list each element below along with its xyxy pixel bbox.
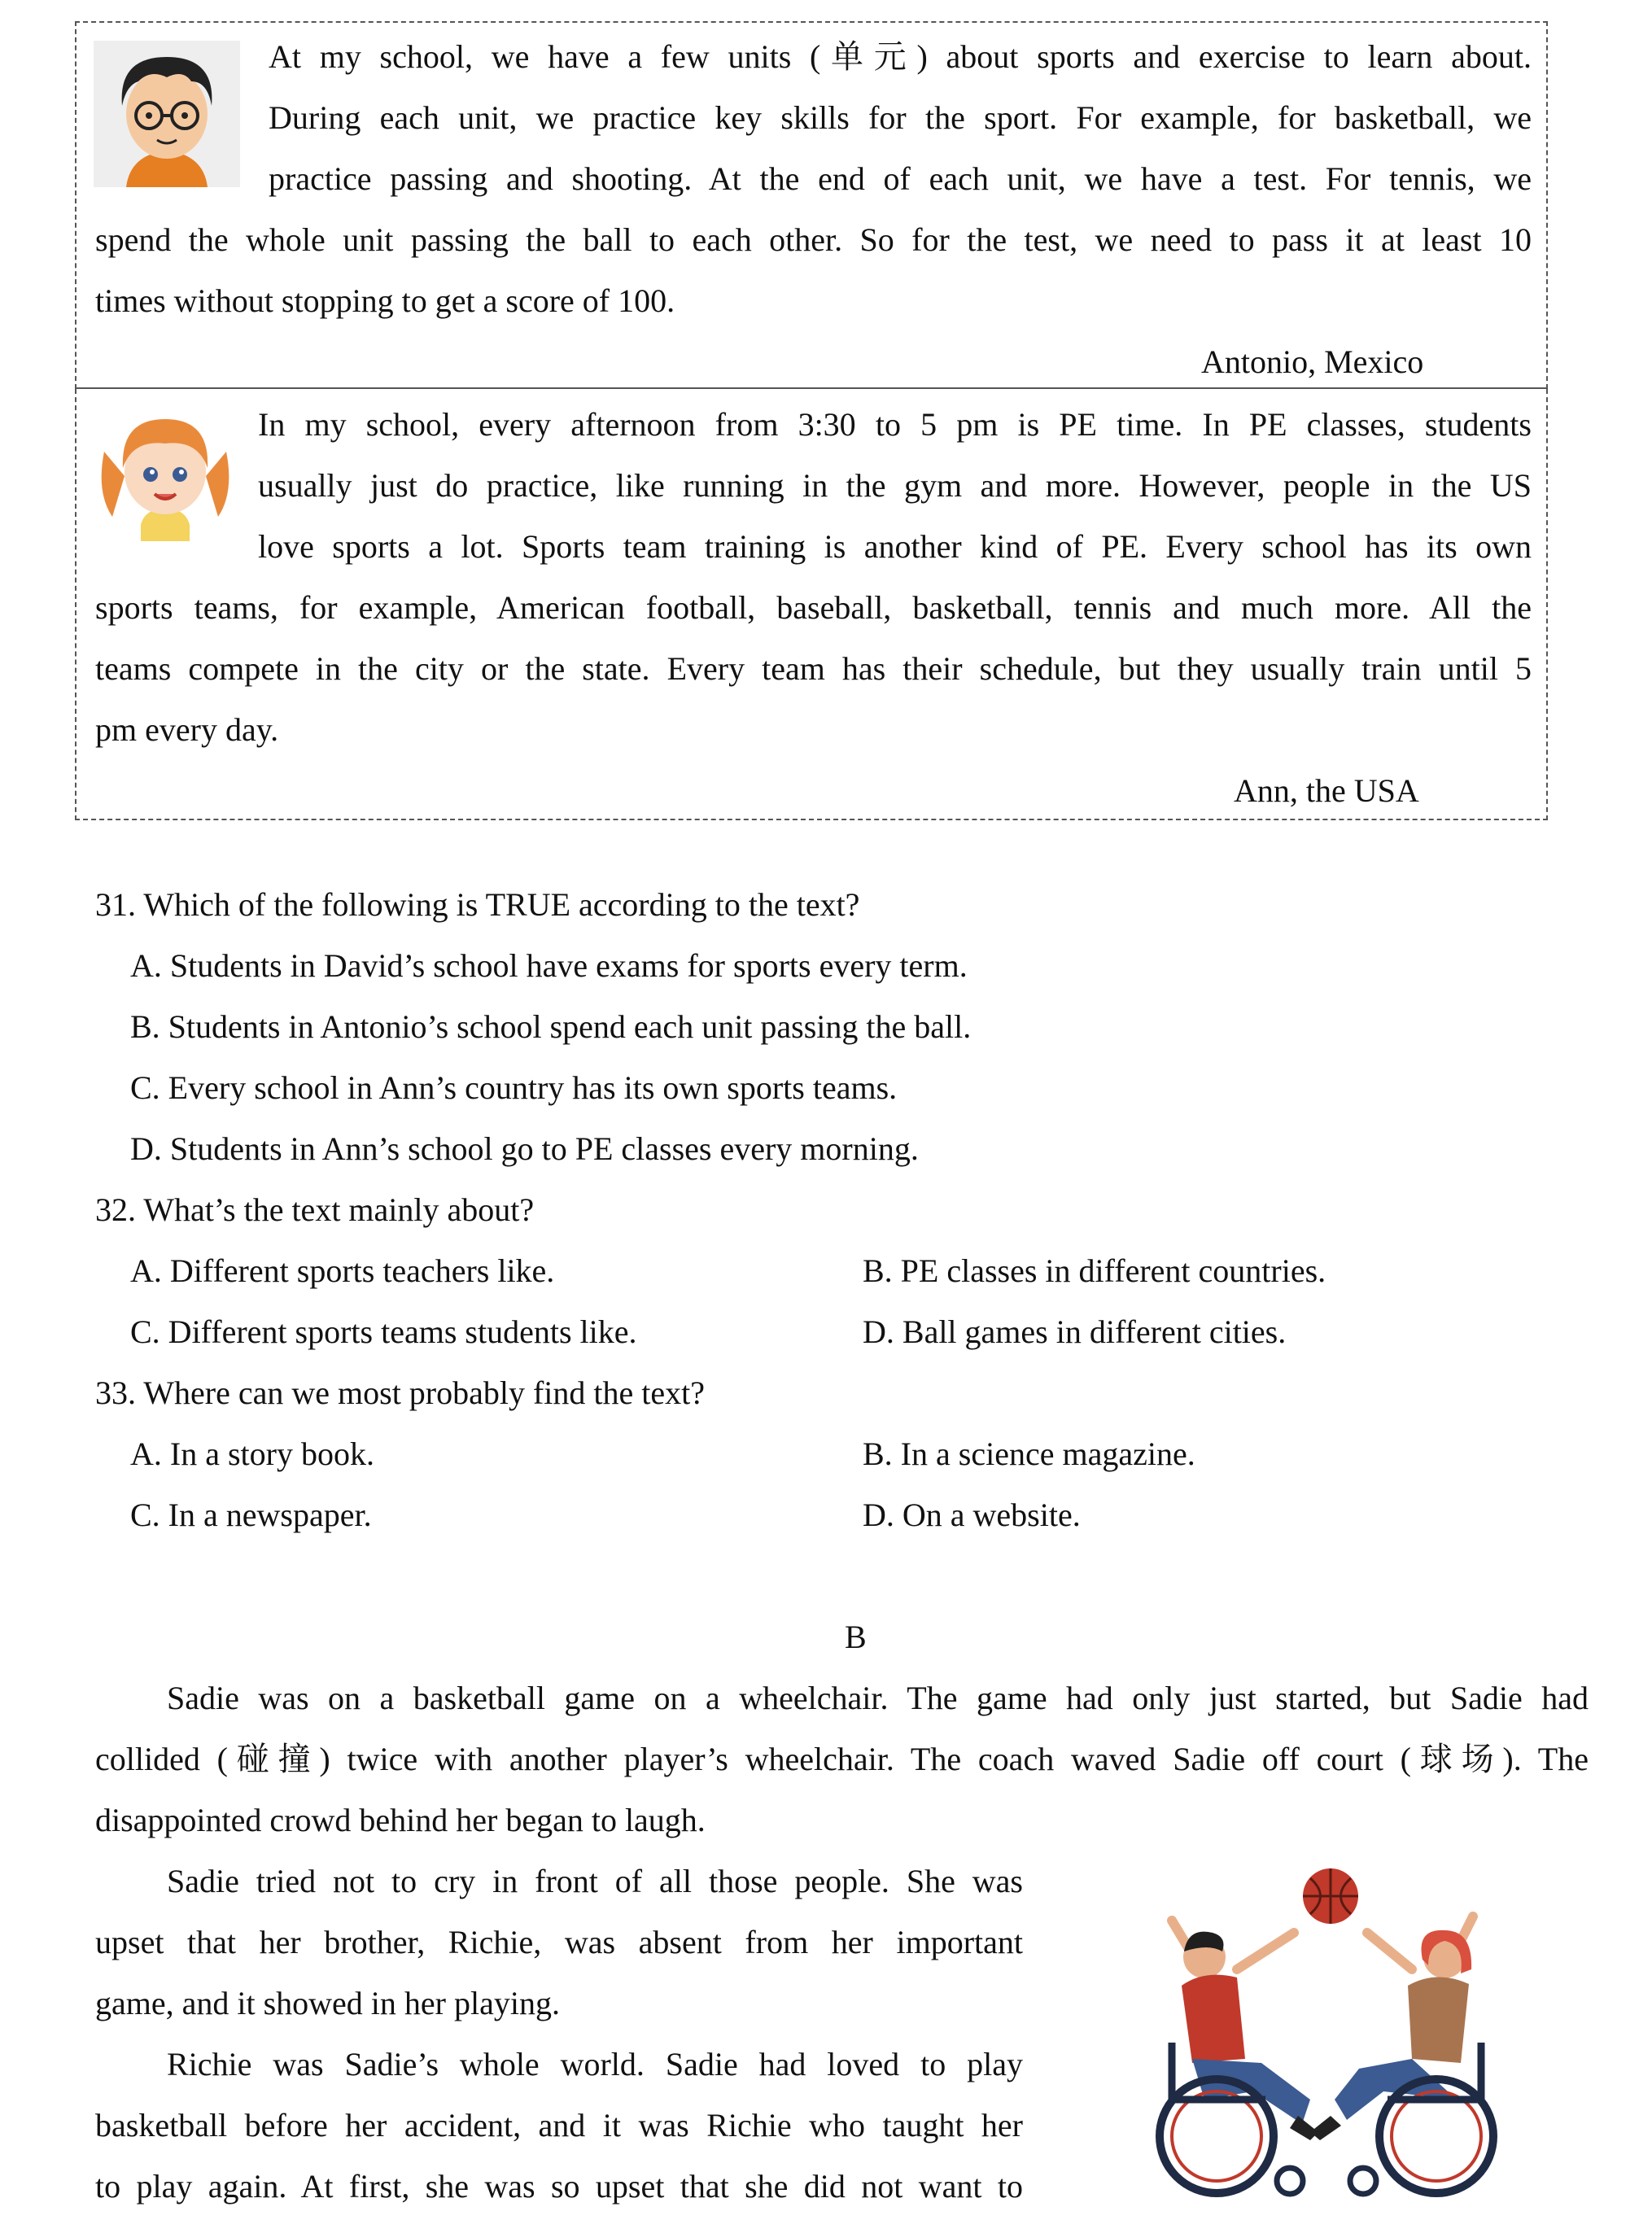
- passage-line: upset that her brother, Richie, was absent from her important: [95, 1924, 1023, 1960]
- option-c[interactable]: C. In a newspaper.: [130, 1497, 372, 1533]
- option-b[interactable]: B. PE classes in different countries.: [863, 1252, 1326, 1289]
- boy-avatar-icon: [94, 41, 240, 187]
- passage-line: to play again. At first, she was so upset that she did not want to: [95, 2168, 1023, 2205]
- letter-line: love sports a lot. Sports team training is another kind of PE. Every school has its own: [258, 528, 1532, 565]
- option-d[interactable]: D. On a website.: [863, 1497, 1081, 1533]
- option-b[interactable]: B. In a science magazine.: [863, 1436, 1195, 1472]
- passage-line: collided (碰撞) twice with another player’s wheelchair. The coach waved Sadie off court (球场). The: [95, 1741, 1589, 1777]
- girl-avatar-icon: [96, 403, 234, 541]
- letter-line: usually just do practice, like running in the gym and more. However, people in the US: [258, 467, 1532, 504]
- boy-player-icon: [1160, 1921, 1318, 2194]
- option-c[interactable]: C. Different sports teams students like.: [130, 1313, 637, 1350]
- passage-line: Sadie tried not to cry in front of all those people. She was: [167, 1863, 1023, 1899]
- letter-line: In my school, every afternoon from 3:30 to 5 pm is PE time. In PE classes, students: [258, 406, 1532, 443]
- option-b[interactable]: B. Students in Antonio’s school spend each unit passing the ball.: [130, 1008, 972, 1045]
- passage-line: game, and it showed in her playing.: [95, 1985, 560, 2021]
- option-c[interactable]: C. Every school in Ann’s country has its own sports teams.: [130, 1069, 898, 1106]
- letter-line: times without stopping to get a score of 100.: [95, 282, 675, 319]
- passage-line: Richie was Sadie’s whole world. Sadie had loved to play: [167, 2046, 1023, 2082]
- section-heading: B: [845, 1619, 867, 1655]
- option-a[interactable]: A. Different sports teachers like.: [130, 1252, 555, 1289]
- basketball-icon: [1303, 1868, 1358, 1924]
- passage-line: Sadie was on a basketball game on a wheelchair. The game had only just started, but Sadie had: [167, 1680, 1589, 1716]
- passage-line: basketball before her accident, and it was Richie who taught her: [95, 2107, 1023, 2144]
- wheelchair-basketball-illustration: [1115, 1855, 1538, 2213]
- option-d[interactable]: D. Ball games in different cities.: [863, 1313, 1287, 1350]
- girl-player-icon: [1310, 1916, 1493, 2194]
- letter-line: sports teams, for example, American football, baseball, basketball, tennis and much more. All the: [95, 589, 1532, 626]
- letter-signature: Antonio, Mexico: [1201, 343, 1424, 380]
- passage-line: disappointed crowd behind her began to laugh.: [95, 1802, 706, 1838]
- option-a[interactable]: A. In a story book.: [130, 1436, 374, 1472]
- question-stem: 31. Which of the following is TRUE according to the text?: [95, 886, 860, 923]
- option-d[interactable]: D. Students in Ann’s school go to PE classes every morning.: [130, 1130, 919, 1167]
- letter-signature: Ann, the USA: [1234, 772, 1419, 809]
- letter-line: practice passing and shooting. At the end of each unit, we have a test. For tennis, we: [269, 160, 1532, 197]
- letter-line: spend the whole unit passing the ball to each other. So for the test, we need to pass it at least 10: [95, 221, 1532, 258]
- question-stem: 33. Where can we most probably find the text?: [95, 1374, 706, 1411]
- question-stem: 32. What’s the text mainly about?: [95, 1191, 535, 1228]
- option-a[interactable]: A. Students in David’s school have exams for sports every term.: [130, 947, 968, 984]
- letter-line: At my school, we have a few units (单元) about sports and exercise to learn about.: [269, 38, 1532, 75]
- letter-line: teams compete in the city or the state. Every team has their schedule, but they usually train until 5: [95, 650, 1532, 687]
- letter-line: During each unit, we practice key skills for the sport. For example, for basketball, we: [269, 99, 1532, 136]
- letter-line: pm every day.: [95, 711, 279, 748]
